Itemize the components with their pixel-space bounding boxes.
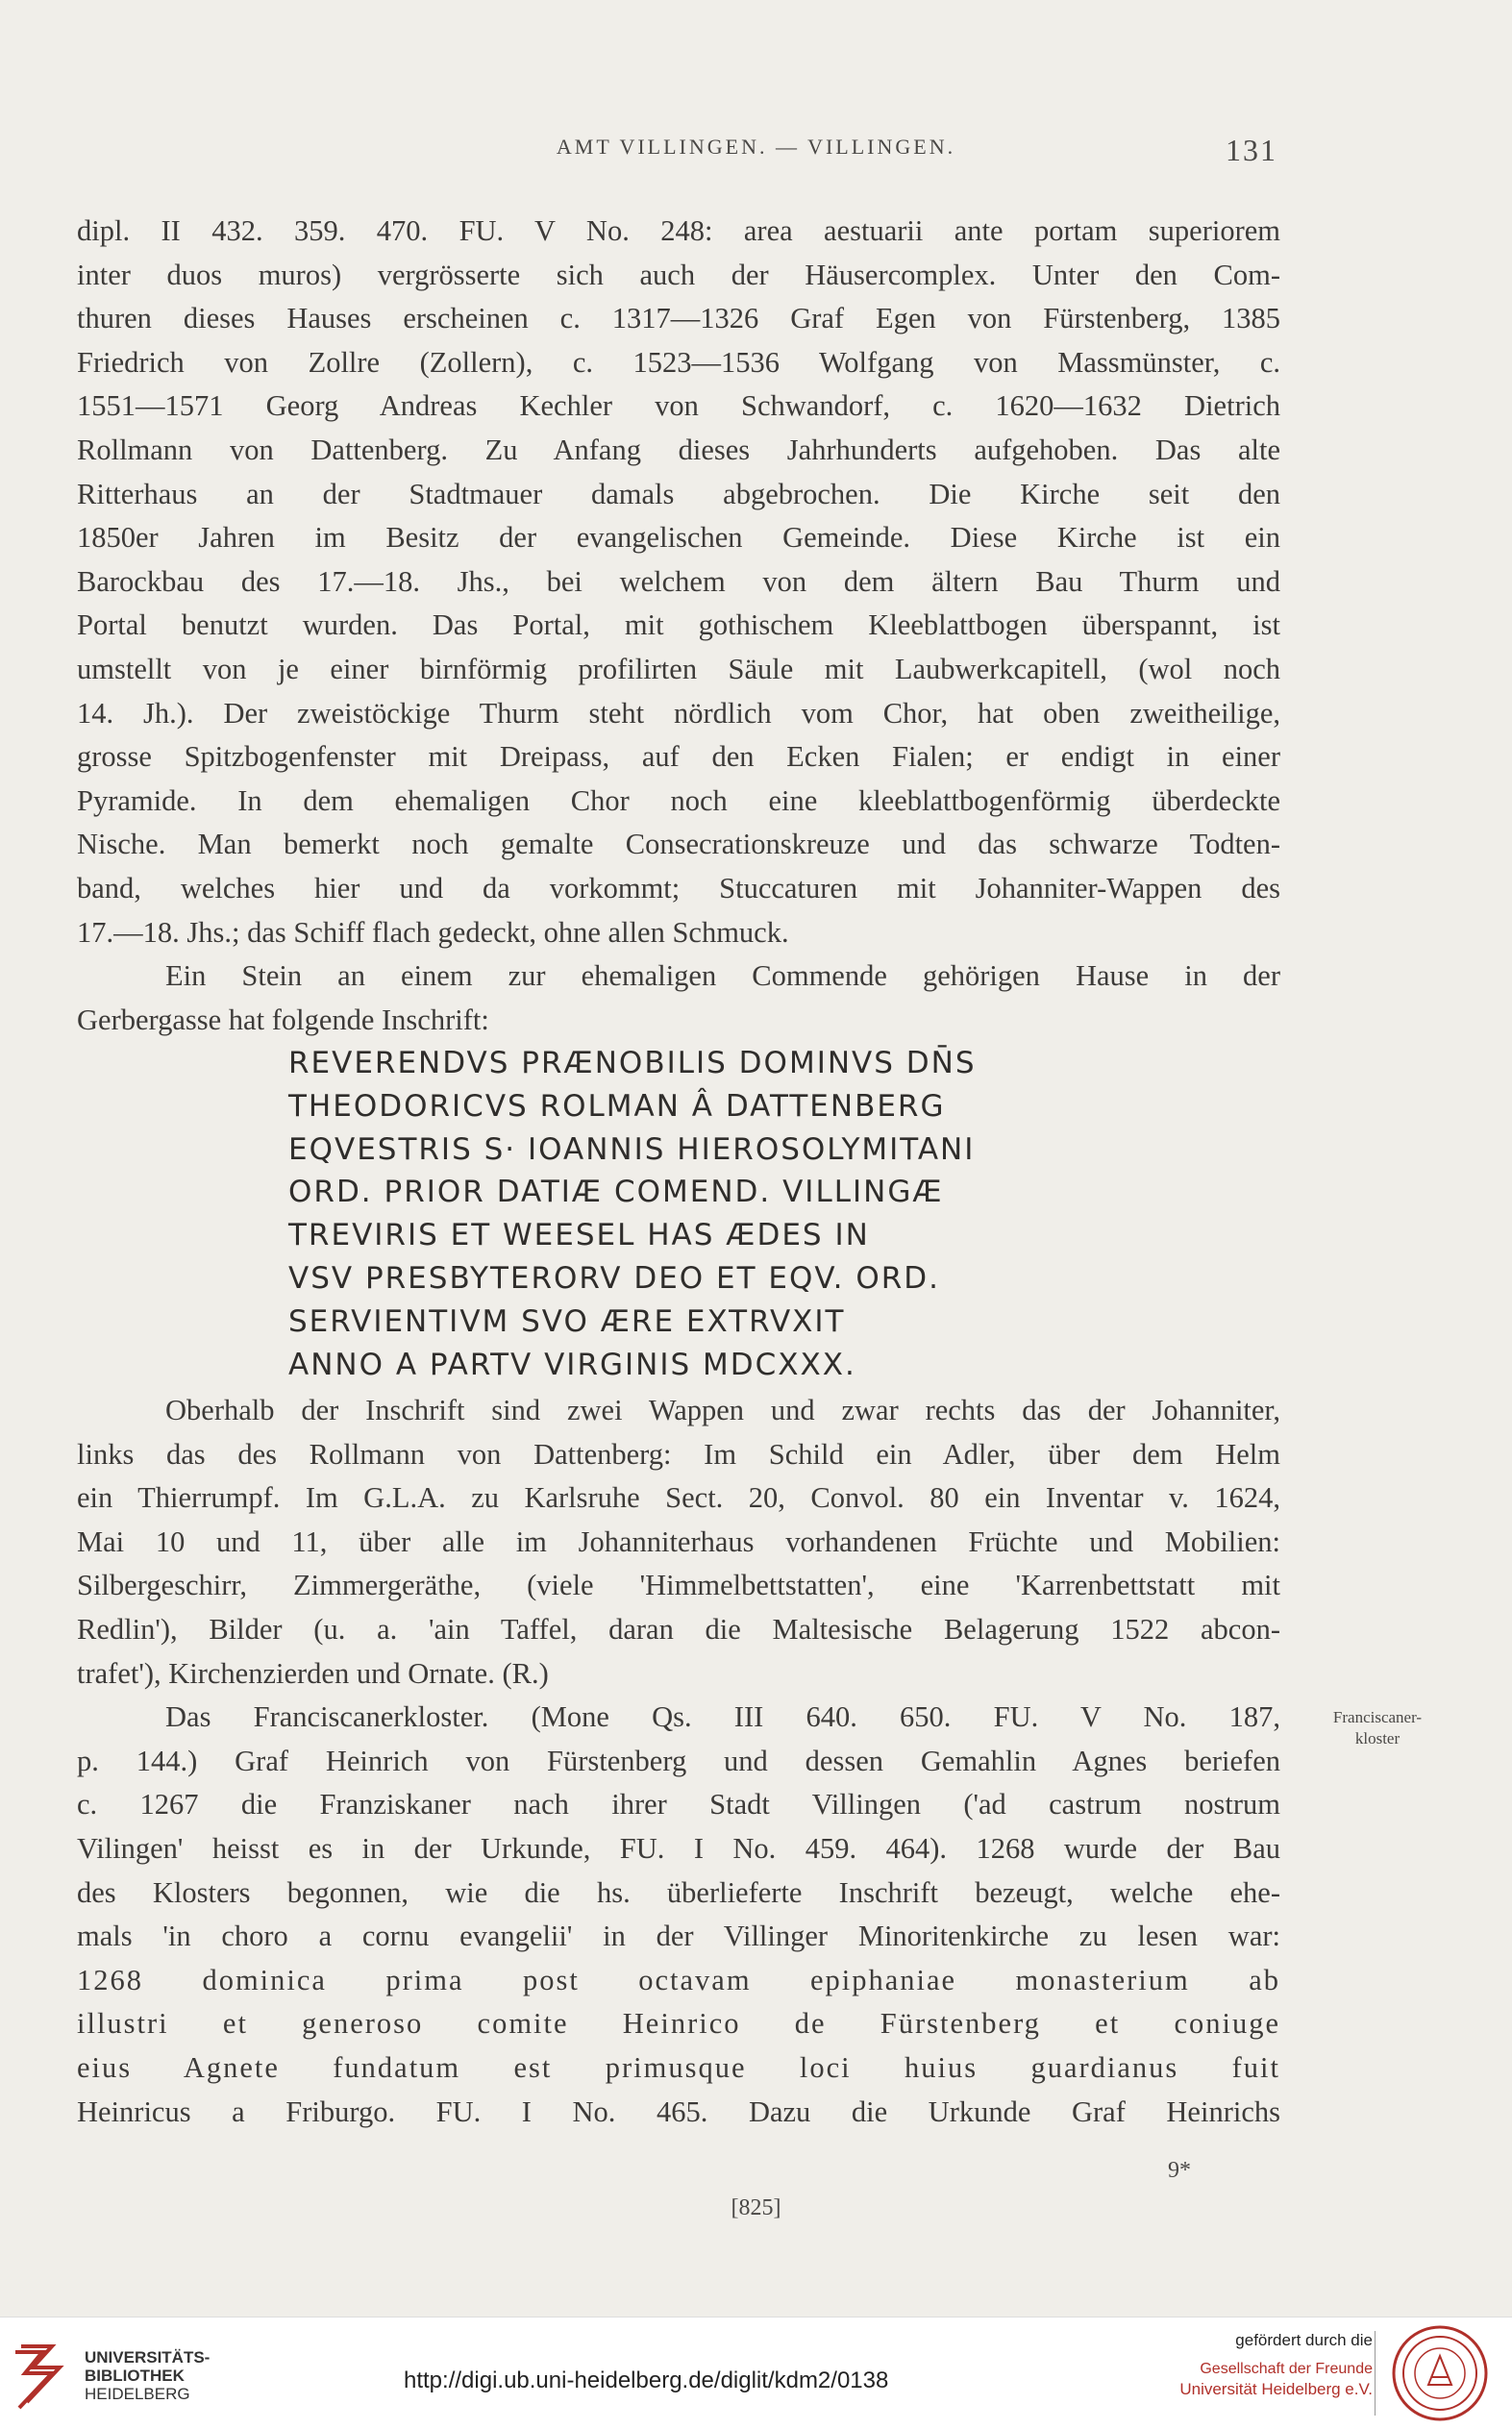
footer-divider	[1375, 2331, 1376, 2416]
sponsor-org-line: Universität Heidelberg e.V.	[1179, 2380, 1373, 2398]
body-text-lower	[77, 1389, 1280, 2134]
text-line: ein Thierrumpf. Im G.L.A. zu Karlsruhe Sect. 20, Convol. 80 ein Inventar v. 1624,	[77, 1481, 1280, 1515]
signature-mark: 9*	[1168, 2158, 1191, 2183]
text-line: band, welches hier und da vorkommt; Stuccaturen mit Johanniter-Wappen des	[77, 871, 1280, 905]
text-line: Pyramide. In dem ehemaligen Chor noch eine kleeblattbogenförmig überdeckte	[77, 783, 1280, 817]
inscription-line: TREVIRIS ET WEESEL HAS ÆDES IN	[288, 1218, 870, 1253]
text-line: 1551—1571 Georg Andreas Kechler von Schwandorf, c. 1620—1632 Dietrich	[77, 389, 1280, 423]
text-line: dipl. II 432. 359. 470. FU. V No. 248: area aestuarii ante portam superiorem	[77, 214, 1280, 247]
text-line: c. 1267 die Franziskaner nach ihrer Stadt Villingen ('ad castrum nostrum	[77, 1788, 1280, 1822]
paragraph-1	[77, 210, 1280, 954]
text-line: 1850er Jahren im Besitz der evangelischen Gemeinde. Diese Kirche ist ein	[77, 521, 1280, 555]
margin-note-line: Franciscaner-	[1332, 1708, 1423, 1726]
page-bracket-number: [825]	[731, 2195, 781, 2220]
text-line: 1268 dominica prima post octavam epiphaniae monasterium ab	[77, 1963, 1280, 1996]
text-line: Nische. Man bemerkt noch gemalte Consecrationskreuze und das schwarze Todten-	[77, 828, 1280, 861]
text-line: des Klosters begonnen, wie die hs. überlieferte Inschrift bezeugt, welche ehe-	[77, 1875, 1280, 1909]
library-logo-icon	[13, 2339, 73, 2410]
page-number: 131	[1226, 133, 1277, 167]
text-line: Vilingen' heisst es in der Urkunde, FU. I No. 459. 464). 1268 wurde der Bau	[77, 1831, 1280, 1865]
library-name-line: UNIVERSITÄTS-	[85, 2348, 211, 2367]
inscription-line: EQVESTRIS S· IOANNIS HIEROSOLYMITANI	[288, 1131, 976, 1167]
text-line: mals 'in choro a cornu evangelii' in der Villinger Minoritenkirche zu lesen war:	[77, 1920, 1280, 1953]
sponsor-org-line: Gesellschaft der Freunde	[1200, 2361, 1373, 2377]
sponsor-caption: gefördert durch die	[1235, 2331, 1373, 2349]
text-line: trafet'), Kirchenzierden und Ornate. (R.)	[77, 1656, 549, 1690]
text-line: Barockbau des 17.—18. Jhs., bei welchem von dem ältern Bau Thurm und	[77, 564, 1280, 598]
text-line: inter duos muros) vergrösserte sich auch der Häusercomplex. Unter den Com-	[77, 258, 1280, 291]
text-line: Das Franciscanerkloster. (Mone Qs. III 640. 650. FU. V No. 187,	[165, 1700, 1280, 1734]
text-line: illustri et generoso comite Heinrico de Fürstenberg et coniuge	[77, 2007, 1280, 2041]
inscription-line: VSV PRESBYTERORV DEO ET EQV. ORD.	[288, 1260, 940, 1296]
library-name	[85, 2348, 210, 2403]
text-line: Portal benutzt wurden. Das Portal, mit gothischem Kleeblattbogen überspannt, ist	[77, 608, 1280, 642]
text-line: Silbergeschirr, Zimmergeräthe, (viele 'Himmelbettstatten', eine 'Karrenbettstatt mit	[77, 1569, 1280, 1602]
inscription-block	[288, 1042, 1153, 1386]
text-line: thuren dieses Hauses erscheinen c. 1317—1326 Graf Egen von Fürstenberg, 1385	[77, 302, 1280, 335]
page-header	[0, 133, 1512, 171]
text-line: 17.—18. Jhs.; das Schiff flach gedeckt, ohne allen Schmuck.	[77, 915, 789, 949]
body-text-upper	[77, 210, 1280, 1042]
text-line: 14. Jh.). Der zweistöckige Thurm steht nördlich vom Chor, hat oben zweitheilige,	[77, 696, 1280, 730]
text-line: eius Agnete fundatum est primusque loci huius guardianus fuit	[77, 2050, 1280, 2084]
sponsor-block	[1171, 2331, 1373, 2400]
text-line: Rollmann von Dattenberg. Zu Anfang dieses Jahrhunderts aufgehoben. Das alte	[77, 433, 1280, 466]
text-line: Mai 10 und 11, über alle im Johanniterhaus vorhandenen Früchte und Mobilien:	[77, 1524, 1280, 1558]
text-line: Ein Stein an einem zur ehemaligen Commende gehörigen Hause in der	[165, 959, 1280, 993]
paragraph-4	[77, 1696, 1280, 2134]
permalink-url[interactable]: http://digi.ub.uni-heidelberg.de/diglit/kdm2/0138	[404, 2367, 889, 2393]
text-line: Gerbergasse hat folgende Inschrift:	[77, 1003, 489, 1036]
paragraph-3	[77, 1389, 1280, 1696]
margin-note	[1305, 1707, 1450, 1749]
inscription-line: SERVIENTIVM SVO ÆRE EXTRVXIT	[288, 1303, 846, 1339]
library-name-line: BIBLIOTHEK	[85, 2367, 185, 2385]
inscription-line: REVERENDVS PRÆNOBILIS DOMINVS DN̄S	[288, 1046, 977, 1080]
text-line: grosse Spitzbogenfenster mit Dreipass, auf den Ecken Fialen; er endigt in einer	[77, 740, 1280, 774]
text-line: Ritterhaus an der Stadtmauer damals abgebrochen. Die Kirche seit den	[77, 477, 1280, 510]
text-line: Oberhalb der Inschrift sind zwei Wappen und zwar rechts das der Johanniter,	[165, 1394, 1280, 1426]
paragraph-2	[77, 954, 1280, 1042]
text-line: Friedrich von Zollre (Zollern), c. 1523—1536 Wolfgang von Massmünster, c.	[77, 345, 1280, 379]
digitization-footer	[0, 2317, 1512, 2429]
text-line: Heinricus a Friburgo. FU. I No. 465. Dazu die Urkunde Graf Heinrichs	[77, 2094, 1280, 2128]
text-line: umstellt von je einer birnförmig profilirten Säule mit Laubwerkcapitell, (wol noch	[77, 652, 1280, 685]
inscription-line: ORD. PRIOR DATIÆ COMEND. VILLINGÆ	[288, 1175, 944, 1210]
margin-note-line: kloster	[1354, 1729, 1400, 1747]
running-title: AMT VILLINGEN. — VILLINGEN.	[556, 135, 956, 159]
library-name-line: HEIDELBERG	[85, 2385, 190, 2403]
text-line: Redlin'), Bilder (u. a. 'ain Taffel, daran die Maltesische Belagerung 1522 abcon-	[77, 1612, 1280, 1646]
university-seal-icon	[1390, 2323, 1490, 2423]
text-line: links das des Rollmann von Dattenberg: Im Schild ein Adler, über dem Helm	[77, 1437, 1280, 1471]
inscription-line: ANNO A PARTV VIRGINIS MDCXXX.	[288, 1347, 856, 1382]
inscription-line: THEODORICVS ROLMAN Â DATTENBERG	[288, 1088, 946, 1124]
text-line: p. 144.) Graf Heinrich von Fürstenberg und dessen Gemahlin Agnes beriefen	[77, 1744, 1280, 1777]
